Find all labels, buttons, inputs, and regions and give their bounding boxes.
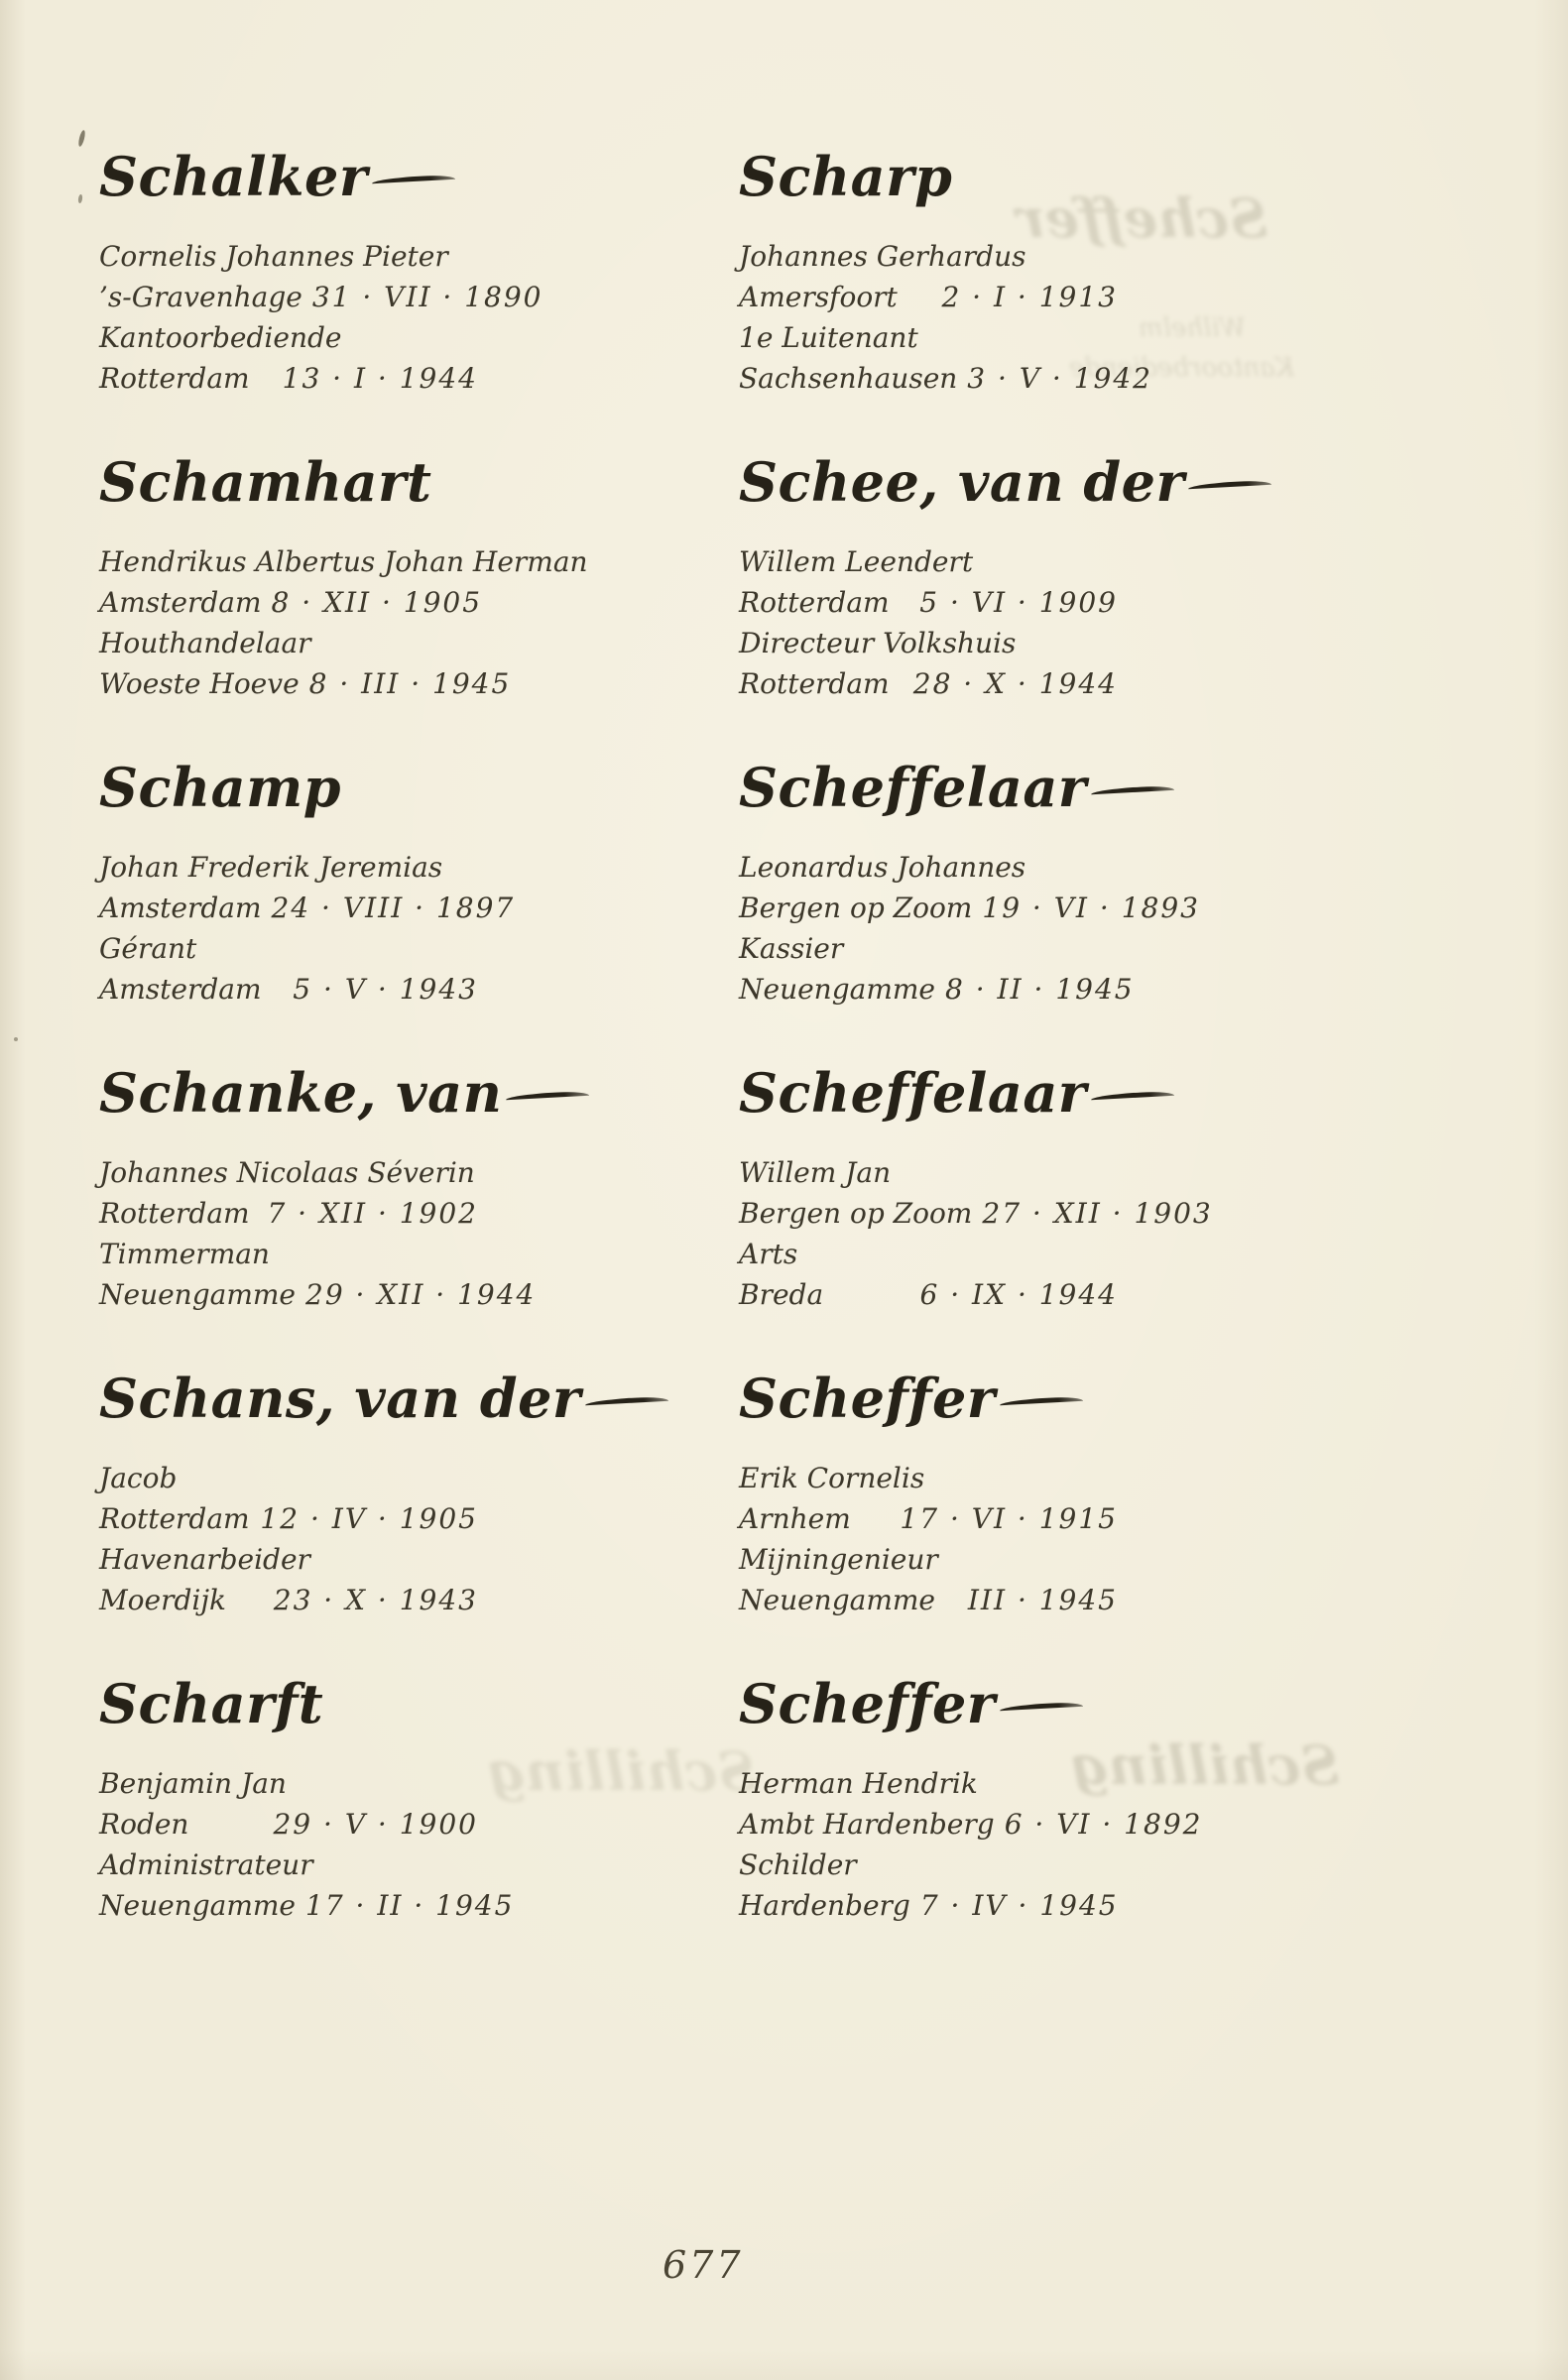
death-place: Breda: [739, 1278, 824, 1311]
birth-line: [739, 888, 1200, 928]
surname-heading: [99, 444, 478, 520]
death-date: III · 1945: [967, 1584, 1118, 1616]
occupation: Gérant: [99, 932, 197, 965]
entry-details: [739, 847, 1200, 1010]
surname-heading: [739, 139, 1118, 214]
death-place: Sachsenhausen: [739, 362, 958, 395]
birth-line: [739, 582, 1118, 623]
swash-flourish-icon: [585, 1396, 668, 1405]
surname-heading: [99, 1666, 478, 1741]
birth-place: Bergen op Zoom: [739, 1197, 973, 1230]
death-place: Neuengamme: [739, 1584, 935, 1616]
entry: [99, 750, 516, 1010]
death-line: [99, 1274, 537, 1315]
death-date: 29 · XII · 1944: [305, 1278, 537, 1311]
surname-text: Scheffer: [739, 1367, 996, 1430]
death-place: Neuengamme: [739, 973, 935, 1006]
birth-date: 8 · XII · 1905: [271, 586, 483, 619]
death-line: [99, 969, 478, 1010]
surname-heading: [739, 750, 1118, 825]
birth-place: Rotterdam: [99, 1502, 250, 1535]
occupation: Mijningenieur: [739, 1543, 938, 1576]
entry: [739, 1666, 1203, 1926]
occupation: Kantoorbediende: [99, 321, 342, 354]
surname-heading: [739, 1361, 1118, 1436]
ghost-bleedthrough-line: Kantoorbediende: [1069, 353, 1295, 383]
birth-date: 5 · VI · 1909: [919, 586, 1118, 619]
death-place: Rotterdam: [99, 362, 250, 395]
entry: [739, 1361, 1118, 1620]
entry: [99, 1055, 537, 1315]
birth-place: Ambt Hardenberg: [739, 1808, 995, 1841]
death-line: [739, 1274, 1118, 1315]
ghost-bleedthrough-heading: Schilling: [1071, 1733, 1340, 1797]
given-names: Johannes Gerhardus: [739, 240, 1026, 273]
death-place: Rotterdam: [739, 667, 890, 700]
swash-flourish-icon: [1091, 1091, 1174, 1100]
occupation: Havenarbeider: [99, 1543, 310, 1576]
death-date: 8 · II · 1945: [945, 973, 1135, 1006]
surname-heading: [739, 1055, 1118, 1130]
death-date: 8 · III · 1945: [308, 667, 512, 700]
entry: [739, 750, 1200, 1010]
birth-date: 31 · VII · 1890: [311, 281, 543, 313]
death-line: [739, 969, 1135, 1010]
swash-flourish-icon: [1188, 480, 1271, 489]
scan-speck: [77, 194, 82, 203]
entry-details: [99, 847, 516, 1010]
occupation: Houthandelaar: [99, 627, 311, 659]
surname-text: Schanke, van: [99, 1061, 503, 1125]
birth-line: [739, 1804, 1203, 1844]
birth-place: Amsterdam: [99, 892, 262, 924]
given-names: Erik Cornelis: [739, 1462, 925, 1494]
birth-date: 24 · VIII · 1897: [271, 892, 516, 924]
birth-line: [99, 277, 543, 317]
surname-heading: [739, 444, 1185, 520]
death-place: Woeste Hoeve: [99, 667, 300, 700]
birth-line: [739, 1498, 1118, 1539]
surname-heading: [99, 750, 478, 825]
occupation: Timmerman: [99, 1238, 270, 1270]
surname-text: Scheffer: [739, 1672, 996, 1735]
death-line: [739, 358, 1152, 399]
occupation: Schilder: [739, 1848, 857, 1881]
swash-flourish-icon: [506, 1091, 589, 1100]
given-names: Cornelis Johannes Pieter: [99, 240, 448, 273]
entry-details: [739, 1458, 1118, 1620]
death-date: 23 · X · 1943: [273, 1584, 478, 1616]
surname-heading: [739, 1666, 1118, 1741]
entry-details: [739, 236, 1152, 399]
entry-details: [739, 1763, 1203, 1926]
entry-details: [739, 1152, 1213, 1315]
given-names: Johannes Nicolaas Séverin: [99, 1156, 475, 1189]
birth-date: 2 · I · 1913: [941, 281, 1118, 313]
entry-details: [99, 1458, 478, 1620]
entry-details: [739, 541, 1118, 704]
death-line: [99, 1885, 515, 1926]
entry: [99, 444, 588, 704]
surname-heading: [99, 139, 478, 214]
birth-place: Rotterdam: [739, 586, 890, 619]
page-number: 677: [663, 2243, 744, 2287]
death-date: 5 · V · 1943: [293, 973, 478, 1006]
birth-date: 19 · VI · 1893: [982, 892, 1200, 924]
death-date: 28 · X · 1944: [912, 667, 1118, 700]
birth-place: Amsterdam: [99, 586, 262, 619]
birth-line: [99, 1498, 478, 1539]
death-line: [99, 663, 512, 704]
death-line: [739, 1580, 1118, 1620]
entry-details: [99, 236, 543, 399]
death-place: Hardenberg: [739, 1889, 910, 1922]
given-names: Willem Jan: [739, 1156, 892, 1189]
given-names: Leonardus Johannes: [739, 851, 1026, 884]
birth-place: Roden: [99, 1808, 189, 1841]
swash-flourish-icon: [1000, 1396, 1083, 1405]
death-place: Moerdijk: [99, 1584, 227, 1616]
surname-text: Scharp: [739, 145, 953, 208]
surname-text: Schamhart: [99, 450, 432, 514]
birth-line: [739, 277, 1118, 317]
swash-flourish-icon: [1091, 785, 1174, 794]
surname-text: Schalker: [99, 145, 368, 208]
death-line: [739, 1885, 1118, 1926]
ghost-bleedthrough-heading: Schilling: [488, 1739, 757, 1803]
given-names: Jacob: [99, 1462, 178, 1494]
entry: [739, 444, 1185, 704]
given-names: Herman Hendrik: [739, 1767, 978, 1800]
death-date: 3 · V · 1942: [967, 362, 1152, 395]
death-place: Amsterdam: [99, 973, 262, 1006]
birth-line: [99, 582, 483, 623]
ghost-bleedthrough-heading: Scheffer: [1017, 186, 1267, 250]
occupation: Directeur Volkshuis: [739, 627, 1017, 659]
entry: [99, 1361, 581, 1620]
scan-speck: [77, 130, 86, 148]
entry-details: [99, 541, 588, 704]
death-date: 17 · II · 1945: [305, 1889, 515, 1922]
birth-line: [739, 1193, 1213, 1234]
birth-date: 6 · VI · 1892: [1004, 1808, 1203, 1841]
column-left: [99, 139, 588, 1971]
birth-place: Arnhem: [739, 1502, 851, 1535]
entry: [739, 1055, 1213, 1315]
death-date: 6 · IX · 1944: [919, 1278, 1118, 1311]
birth-line: [99, 1804, 478, 1844]
given-names: Johan Frederik Jeremias: [99, 851, 443, 884]
birth-place: Amersfoort: [739, 281, 898, 313]
swash-flourish-icon: [372, 175, 455, 183]
ghost-bleedthrough-line: Wilhelm: [1139, 313, 1246, 343]
birth-line: [99, 888, 516, 928]
birth-date: 7 · XII · 1902: [267, 1197, 478, 1230]
death-line: [739, 663, 1118, 704]
occupation: Kassier: [739, 932, 844, 965]
given-names: Benjamin Jan: [99, 1767, 287, 1800]
birth-date: 27 · XII · 1903: [982, 1197, 1213, 1230]
birth-date: 12 · IV · 1905: [260, 1502, 478, 1535]
occupation: Administrateur: [99, 1848, 313, 1881]
death-place: Neuengamme: [99, 1278, 296, 1311]
birth-place: Rotterdam: [99, 1197, 250, 1230]
death-line: [99, 358, 478, 399]
surname-text: Scharft: [99, 1672, 324, 1735]
birth-line: [99, 1193, 478, 1234]
surname-text: Schamp: [99, 756, 342, 819]
given-names: Willem Leendert: [739, 545, 974, 578]
entry-details: [99, 1152, 537, 1315]
surname-text: Scheffelaar: [739, 756, 1087, 819]
swash-flourish-icon: [1000, 1702, 1083, 1711]
death-line: [99, 1580, 478, 1620]
surname-heading: [99, 1361, 581, 1436]
occupation: Arts: [739, 1238, 798, 1270]
scan-speck: [14, 1037, 18, 1041]
occupation: 1e Luitenant: [739, 321, 918, 354]
surname-text: Schans, van der: [99, 1367, 581, 1430]
death-place: Neuengamme: [99, 1889, 296, 1922]
given-names: Hendrikus Albertus Johan Herman: [99, 545, 588, 578]
surname-heading: [99, 1055, 503, 1130]
birth-place: ’s-Gravenhage: [99, 281, 302, 313]
entry: [99, 139, 543, 399]
entry-details: [99, 1763, 515, 1926]
birth-date: 29 · V · 1900: [273, 1808, 478, 1841]
birth-date: 17 · VI · 1915: [900, 1502, 1118, 1535]
death-date: 7 · IV · 1945: [919, 1889, 1119, 1922]
birth-place: Bergen op Zoom: [739, 892, 973, 924]
death-date: 13 · I · 1944: [282, 362, 478, 395]
entry: [99, 1666, 515, 1926]
surname-text: Scheffelaar: [739, 1061, 1087, 1125]
surname-text: Schee, van der: [739, 450, 1185, 514]
